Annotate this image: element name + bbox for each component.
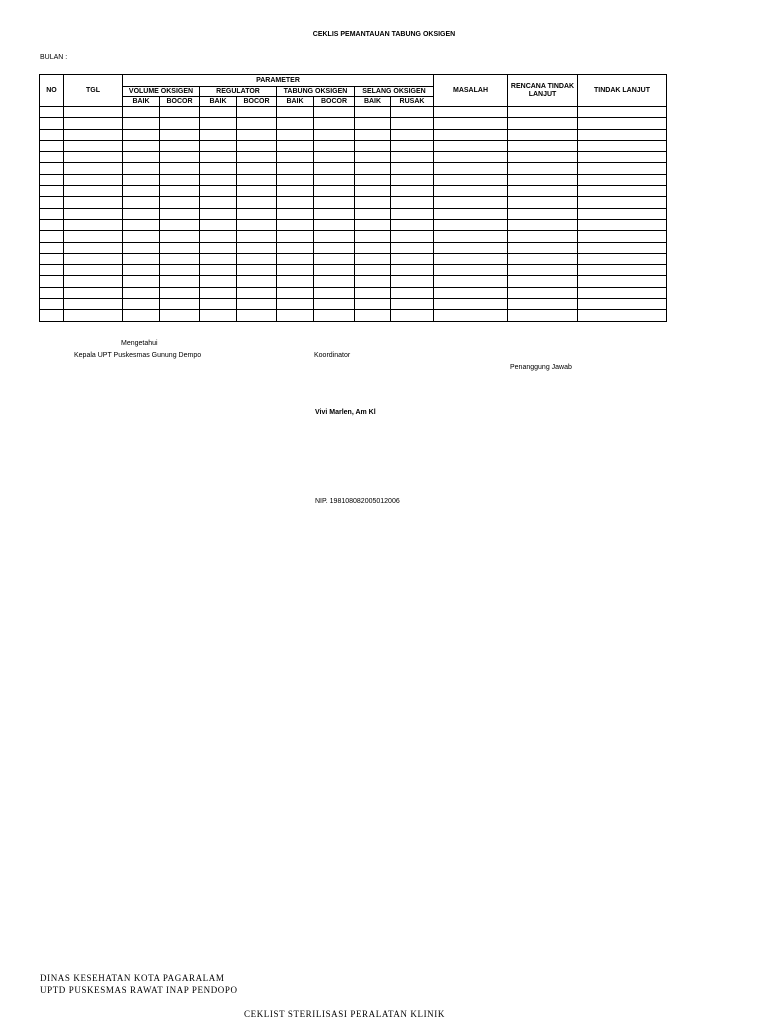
table-row <box>40 287 667 298</box>
table-cell <box>123 208 160 219</box>
table-cell <box>391 186 434 197</box>
table-cell <box>237 107 277 118</box>
footer-dinas: DINAS KESEHATAN KOTA PAGARALAM <box>40 973 225 983</box>
table-cell <box>434 107 508 118</box>
table-row <box>40 299 667 310</box>
table-cell <box>277 287 314 298</box>
table-cell <box>277 140 314 151</box>
table-row <box>40 129 667 140</box>
table-cell <box>64 129 123 140</box>
table-cell <box>508 265 578 276</box>
table-cell <box>237 310 277 321</box>
table-cell <box>391 231 434 242</box>
table-cell <box>64 310 123 321</box>
table-cell <box>160 118 200 129</box>
table-cell <box>200 253 237 264</box>
table-row <box>40 152 667 163</box>
table-cell <box>314 129 355 140</box>
table-row <box>40 231 667 242</box>
table-cell <box>391 107 434 118</box>
table-cell <box>355 265 391 276</box>
table-cell <box>160 186 200 197</box>
table-cell <box>434 299 508 310</box>
table-cell <box>508 152 578 163</box>
table-cell <box>391 265 434 276</box>
koordinator-label: Koordinator <box>314 352 351 359</box>
table-cell <box>200 118 237 129</box>
header-parameter: PARAMETER <box>123 75 434 87</box>
table-cell <box>40 140 64 151</box>
table-cell <box>434 118 508 129</box>
table-cell <box>123 310 160 321</box>
table-cell <box>355 219 391 230</box>
table-cell <box>237 186 277 197</box>
table-cell <box>64 299 123 310</box>
table-cell <box>160 310 200 321</box>
table-cell <box>508 231 578 242</box>
table-cell <box>64 140 123 151</box>
table-cell <box>237 118 277 129</box>
table-row <box>40 276 667 287</box>
sub-bocor: BOCOR <box>314 97 355 107</box>
table-cell <box>314 107 355 118</box>
table-cell <box>64 276 123 287</box>
table-cell <box>578 107 667 118</box>
table-cell <box>200 287 237 298</box>
table-cell <box>40 276 64 287</box>
table-body <box>40 107 667 322</box>
table-cell <box>123 163 160 174</box>
table-row <box>40 163 667 174</box>
table-cell <box>578 219 667 230</box>
table-cell <box>200 107 237 118</box>
table-cell <box>123 140 160 151</box>
table-cell <box>200 219 237 230</box>
table-cell <box>277 253 314 264</box>
table-cell <box>64 242 123 253</box>
footer-uptd: UPTD PUSKESMAS RAWAT INAP PENDOPO <box>40 985 238 995</box>
table-cell <box>508 186 578 197</box>
table-cell <box>314 265 355 276</box>
header-rencana: RENCANA TINDAK LANJUT <box>508 75 578 107</box>
header-masalah: MASALAH <box>434 75 508 107</box>
table-cell <box>123 152 160 163</box>
table-cell <box>40 299 64 310</box>
table-cell <box>64 163 123 174</box>
table-cell <box>277 152 314 163</box>
table-cell <box>434 219 508 230</box>
table-cell <box>160 197 200 208</box>
table-cell <box>355 253 391 264</box>
table-cell <box>578 299 667 310</box>
table-cell <box>277 299 314 310</box>
table-cell <box>64 219 123 230</box>
table-cell <box>508 287 578 298</box>
table-cell <box>434 186 508 197</box>
table-cell <box>578 186 667 197</box>
table-cell <box>237 219 277 230</box>
table-cell <box>508 253 578 264</box>
sub-baik: BAIK <box>277 97 314 107</box>
table-row <box>40 253 667 264</box>
group-volume-oksigen: VOLUME OKSIGEN <box>123 87 200 97</box>
table-cell <box>237 299 277 310</box>
table-cell <box>578 276 667 287</box>
table-cell <box>578 208 667 219</box>
table-cell <box>578 163 667 174</box>
table-cell <box>578 310 667 321</box>
table-cell <box>123 287 160 298</box>
table-cell <box>237 231 277 242</box>
table-cell <box>355 231 391 242</box>
table-cell <box>40 152 64 163</box>
table-cell <box>160 152 200 163</box>
table-row <box>40 118 667 129</box>
table-cell <box>434 265 508 276</box>
table-cell <box>508 208 578 219</box>
table-row <box>40 140 667 151</box>
nip-number: NIP. 198108082005012006 <box>315 498 400 505</box>
table-cell <box>200 129 237 140</box>
table-cell <box>355 242 391 253</box>
table-cell <box>160 299 200 310</box>
table-cell <box>160 174 200 185</box>
table-cell <box>64 208 123 219</box>
table-cell <box>508 276 578 287</box>
table-cell <box>391 276 434 287</box>
table-cell <box>314 118 355 129</box>
table-cell <box>123 107 160 118</box>
table-cell <box>434 276 508 287</box>
table-cell <box>434 287 508 298</box>
table-cell <box>200 242 237 253</box>
table-cell <box>277 265 314 276</box>
table-cell <box>508 163 578 174</box>
table-cell <box>314 163 355 174</box>
table-cell <box>508 107 578 118</box>
table-cell <box>391 152 434 163</box>
table-cell <box>200 265 237 276</box>
table-cell <box>237 208 277 219</box>
table-cell <box>40 129 64 140</box>
table-cell <box>123 265 160 276</box>
table-cell <box>277 208 314 219</box>
group-regulator: REGULATOR <box>200 87 277 97</box>
table-row <box>40 310 667 321</box>
table-cell <box>40 242 64 253</box>
table-cell <box>277 186 314 197</box>
table-cell <box>200 152 237 163</box>
table-cell <box>160 276 200 287</box>
sub-rusak: RUSAK <box>391 97 434 107</box>
table-cell <box>578 152 667 163</box>
table-cell <box>237 287 277 298</box>
table-cell <box>355 140 391 151</box>
table-cell <box>160 129 200 140</box>
table-cell <box>391 253 434 264</box>
table-cell <box>40 231 64 242</box>
sub-baik: BAIK <box>123 97 160 107</box>
table-cell <box>160 208 200 219</box>
table-cell <box>40 186 64 197</box>
table-cell <box>123 186 160 197</box>
table-cell <box>391 118 434 129</box>
table-cell <box>508 140 578 151</box>
table-cell <box>578 118 667 129</box>
table-cell <box>314 208 355 219</box>
table-cell <box>434 242 508 253</box>
table-cell <box>314 253 355 264</box>
table-row <box>40 208 667 219</box>
table-cell <box>123 118 160 129</box>
table-cell <box>160 219 200 230</box>
table-cell <box>508 197 578 208</box>
table-cell <box>508 299 578 310</box>
table-cell <box>160 265 200 276</box>
group-selang-oksigen: SELANG OKSIGEN <box>355 87 434 97</box>
table-cell <box>578 140 667 151</box>
table-cell <box>508 242 578 253</box>
table-cell <box>578 174 667 185</box>
table-cell <box>64 253 123 264</box>
table-cell <box>123 197 160 208</box>
table-cell <box>123 242 160 253</box>
table-cell <box>123 299 160 310</box>
table-cell <box>237 174 277 185</box>
table-cell <box>40 219 64 230</box>
table-cell <box>314 310 355 321</box>
table-cell <box>237 253 277 264</box>
table-cell <box>355 299 391 310</box>
table-cell <box>277 276 314 287</box>
table-cell <box>123 276 160 287</box>
table-cell <box>578 242 667 253</box>
table-cell <box>434 129 508 140</box>
table-cell <box>355 163 391 174</box>
table-cell <box>434 163 508 174</box>
table-cell <box>237 163 277 174</box>
sub-bocor: BOCOR <box>160 97 200 107</box>
table-cell <box>277 163 314 174</box>
table-cell <box>64 197 123 208</box>
table-cell <box>160 140 200 151</box>
table-cell <box>277 310 314 321</box>
header-tgl: TGL <box>64 75 123 107</box>
table-cell <box>314 186 355 197</box>
checklist-table <box>39 74 667 322</box>
table-row <box>40 197 667 208</box>
table-cell <box>434 140 508 151</box>
table-cell <box>160 253 200 264</box>
table-cell <box>160 242 200 253</box>
table-cell <box>391 140 434 151</box>
header-tindak-lanjut: TINDAK LANJUT <box>578 75 667 107</box>
table-cell <box>355 208 391 219</box>
table-cell <box>160 163 200 174</box>
table-cell <box>40 287 64 298</box>
table-cell <box>355 287 391 298</box>
table-cell <box>277 242 314 253</box>
table-cell <box>314 197 355 208</box>
group-tabung-oksigen: TABUNG OKSIGEN <box>277 87 355 97</box>
header-no: NO <box>40 75 64 107</box>
table-cell <box>434 208 508 219</box>
table-cell <box>314 231 355 242</box>
table-cell <box>123 174 160 185</box>
table-cell <box>355 197 391 208</box>
table-cell <box>237 276 277 287</box>
table-cell <box>391 310 434 321</box>
sub-baik: BAIK <box>200 97 237 107</box>
document-title: CEKLIS PEMANTAUAN TABUNG OKSIGEN <box>312 31 456 38</box>
table-cell <box>391 242 434 253</box>
month-label: BULAN : <box>40 54 68 61</box>
table-cell <box>578 197 667 208</box>
table-cell <box>40 163 64 174</box>
table-cell <box>200 208 237 219</box>
table-cell <box>200 310 237 321</box>
table-cell <box>40 107 64 118</box>
table-cell <box>508 118 578 129</box>
table-cell <box>64 265 123 276</box>
table-cell <box>355 152 391 163</box>
table-cell <box>434 152 508 163</box>
table-cell <box>40 174 64 185</box>
table-row <box>40 219 667 230</box>
signatory-name: Vivi Marlen, Am Kl <box>315 409 376 416</box>
table-cell <box>391 287 434 298</box>
table-cell <box>40 310 64 321</box>
table-cell <box>314 242 355 253</box>
table-cell <box>314 140 355 151</box>
table-cell <box>237 129 277 140</box>
table-cell <box>237 197 277 208</box>
kepala-label: Kepala UPT Puskesmas Gunung Dempo <box>74 352 202 359</box>
table-cell <box>508 129 578 140</box>
table-cell <box>355 276 391 287</box>
table-cell <box>391 299 434 310</box>
table-cell <box>237 152 277 163</box>
table-cell <box>277 174 314 185</box>
table-row <box>40 107 667 118</box>
table-cell <box>578 231 667 242</box>
table-cell <box>200 197 237 208</box>
table-cell <box>123 231 160 242</box>
table-cell <box>40 208 64 219</box>
table-cell <box>314 287 355 298</box>
table-cell <box>123 219 160 230</box>
table-cell <box>123 253 160 264</box>
table-cell <box>578 129 667 140</box>
table-cell <box>434 197 508 208</box>
table-cell <box>64 186 123 197</box>
table-cell <box>508 310 578 321</box>
table-cell <box>237 242 277 253</box>
table-cell <box>160 287 200 298</box>
table-cell <box>64 107 123 118</box>
table-cell <box>434 310 508 321</box>
table-cell <box>40 253 64 264</box>
table-cell <box>200 299 237 310</box>
sub-bocor: BOCOR <box>237 97 277 107</box>
table-row <box>40 174 667 185</box>
table-cell <box>40 118 64 129</box>
table-cell <box>200 174 237 185</box>
table-row <box>40 186 667 197</box>
table-cell <box>237 265 277 276</box>
table-cell <box>391 219 434 230</box>
table-cell <box>434 174 508 185</box>
table-cell <box>277 118 314 129</box>
table-cell <box>355 118 391 129</box>
table-row <box>40 242 667 253</box>
table-cell <box>508 174 578 185</box>
table-cell <box>391 163 434 174</box>
table-cell <box>355 186 391 197</box>
table-cell <box>40 265 64 276</box>
sub-baik: BAIK <box>355 97 391 107</box>
table-cell <box>200 231 237 242</box>
table-cell <box>314 219 355 230</box>
table-cell <box>391 174 434 185</box>
table-cell <box>391 197 434 208</box>
table-cell <box>391 129 434 140</box>
table-cell <box>64 287 123 298</box>
table-cell <box>277 219 314 230</box>
table-cell <box>277 107 314 118</box>
table-cell <box>355 174 391 185</box>
table-cell <box>355 310 391 321</box>
penanggung-jawab-label: Penanggung Jawab <box>510 364 572 371</box>
table-cell <box>434 231 508 242</box>
table-cell <box>314 152 355 163</box>
table-cell <box>277 231 314 242</box>
table-cell <box>391 208 434 219</box>
table-cell <box>40 197 64 208</box>
table-cell <box>277 197 314 208</box>
table-cell <box>64 118 123 129</box>
table-cell <box>123 129 160 140</box>
table-cell <box>314 174 355 185</box>
table-cell <box>64 174 123 185</box>
table-cell <box>314 276 355 287</box>
table-cell <box>355 129 391 140</box>
table-cell <box>508 219 578 230</box>
table-cell <box>434 253 508 264</box>
table-cell <box>200 163 237 174</box>
mengetahui-label: Mengetahui <box>121 340 158 347</box>
table-cell <box>578 253 667 264</box>
table-cell <box>64 231 123 242</box>
table-cell <box>200 140 237 151</box>
table-cell <box>355 107 391 118</box>
table-cell <box>578 265 667 276</box>
table-cell <box>237 140 277 151</box>
table-row <box>40 265 667 276</box>
table-cell <box>314 299 355 310</box>
table-cell <box>578 287 667 298</box>
table-cell <box>200 186 237 197</box>
table-cell <box>160 107 200 118</box>
footer-ceklist-title: CEKLIST STERILISASI PERALATAN KLINIK <box>244 1009 445 1019</box>
table-cell <box>64 152 123 163</box>
table-cell <box>200 276 237 287</box>
table-cell <box>160 231 200 242</box>
table-cell <box>277 129 314 140</box>
